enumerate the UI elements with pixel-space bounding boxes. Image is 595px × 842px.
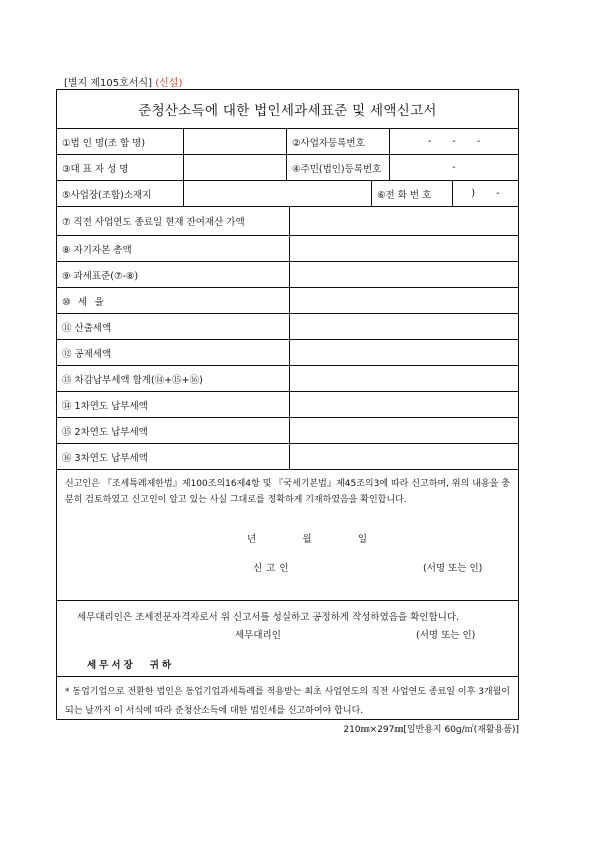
item-row	[57, 340, 518, 366]
phone-number-label: ⑥전 화 번 호	[372, 181, 453, 206]
declaration-section	[57, 470, 518, 601]
item-label: ⑬ 차감납부세액 합계(⑭+⑮+⑯)	[57, 366, 290, 391]
tax-office-label: 세무서장	[87, 660, 136, 671]
representative-name-field[interactable]	[184, 155, 287, 180]
day-label: 일	[357, 534, 367, 545]
item-row	[57, 418, 518, 444]
resident-registration-label: ④주민(법인)등록번호	[287, 155, 390, 180]
item-value-field[interactable]	[290, 340, 518, 365]
declaration-text: 신고인은 『조세특례제한법』제100조의16제4항 및 『국세기본법』제45조의3에 따라 신고하며, 위의 내용을 충분히 검토하였고 신고인이 알고 있는 사실 그대로를 정확하게 기재하였음을 확인합니다.	[65, 479, 510, 505]
item-value-field[interactable]	[290, 366, 518, 391]
month-label: 월	[302, 534, 312, 545]
item-label: ⑨ 과세표준(⑦-⑧)	[57, 262, 290, 287]
item-row	[57, 314, 518, 340]
corporation-name-field[interactable]	[184, 129, 287, 154]
item-label: ⑧ 자기자본 총액	[57, 236, 290, 261]
item-row	[57, 444, 518, 470]
tax-agent-signature-label: (서명 또는 인)	[416, 630, 476, 641]
item-label: ⑫ 공제세액	[57, 340, 290, 365]
business-registration-field[interactable]: - - -	[427, 136, 481, 147]
item-value-field[interactable]	[290, 236, 518, 261]
tax-agent-section	[57, 601, 518, 677]
corporation-name-label: ①법 인 명(조 합 명)	[57, 129, 184, 154]
item-row	[57, 392, 518, 418]
item-value-field[interactable]	[290, 392, 518, 417]
note-text: * 동업기업으로 전환한 법인은 동업기업과세특례를 적용받는 최초 사업연도의 직전 사업연도 종료일 이후 3개월이 되는 날까지 이 서식에 따라 준청산소득에 대한 법인세를 신고하여야 합니다.	[65, 687, 510, 716]
item-label: ⑦ 직전 사업연도 종료일 현재 잔여재산 가액	[57, 207, 290, 235]
item-value-field[interactable]	[290, 262, 518, 287]
item-row	[57, 366, 518, 392]
phone-number-field[interactable]: ) -	[471, 188, 500, 199]
form-number-text: [별지 제105호서식]	[64, 78, 153, 89]
item-row	[57, 207, 518, 236]
new-form-tag: (신설)	[155, 78, 183, 89]
form-title: 준청산소득에 대한 법인세과세표준 및 세액신고서	[57, 90, 518, 129]
year-label: 년	[247, 534, 257, 545]
info-row-address	[57, 181, 518, 207]
item-value-field[interactable]	[290, 207, 518, 235]
item-label: ⑭ 1차연도 납부세액	[57, 392, 290, 417]
item-row	[57, 236, 518, 262]
addressee-suffix: 귀하	[149, 660, 175, 671]
item-value-field[interactable]	[290, 314, 518, 339]
info-row-representative	[57, 155, 518, 181]
business-address-label: ⑤사업장(조합)소재지	[57, 181, 184, 206]
representative-name-label: ③대 표 자 성 명	[57, 155, 184, 180]
info-row-corporation	[57, 129, 518, 155]
item-value-field[interactable]	[290, 444, 518, 469]
item-label: ⑩ 세 율	[57, 288, 290, 313]
item-label: ⑪ 산출세액	[57, 314, 290, 339]
declarer-signature-label: (서명 또는 인)	[423, 563, 483, 574]
tax-agent-text: 세무대리인은 조세전문자격자로서 위 신고서를 성실하고 공정하게 작성하였음을 확인합니다.	[77, 612, 460, 623]
tax-return-form	[56, 89, 519, 720]
business-registration-label: ②사업자등록번호	[287, 129, 390, 154]
declarer-label: 신고인	[253, 563, 293, 574]
form-number-label	[64, 74, 182, 89]
item-label: ⑯ 3차연도 납부세액	[57, 444, 290, 469]
item-label: ⑮ 2차연도 납부세액	[57, 418, 290, 443]
declaration-date	[247, 532, 367, 548]
item-row	[57, 288, 518, 314]
business-address-field[interactable]	[184, 181, 372, 206]
paper-spec-footer: 210㎜×297㎜[일반용지 60g/㎡(재활용품)]	[343, 725, 519, 735]
item-row	[57, 262, 518, 288]
item-value-field[interactable]	[290, 418, 518, 443]
item-value-field[interactable]	[290, 288, 518, 313]
resident-registration-field[interactable]: -	[452, 162, 456, 173]
tax-agent-label: 세무대리인	[235, 630, 281, 641]
addressee	[87, 657, 174, 671]
